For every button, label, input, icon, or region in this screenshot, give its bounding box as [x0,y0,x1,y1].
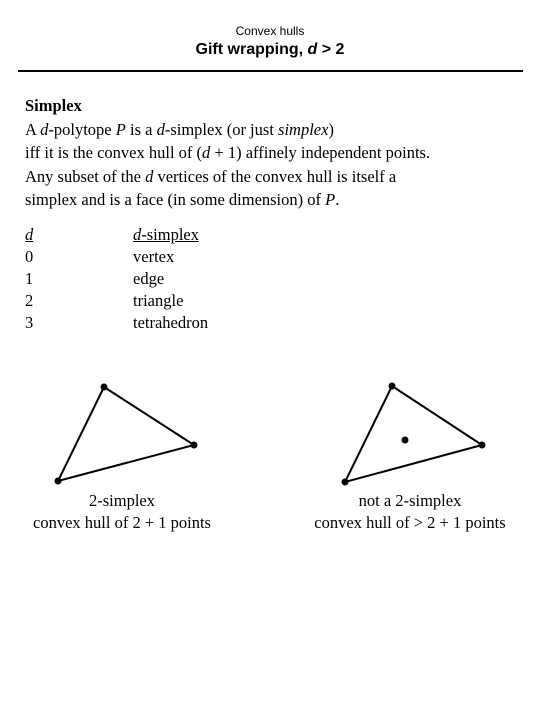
simplex-name-cell: tetrahedron [133,313,209,332]
title-suffix: > 2 [317,41,345,58]
definition-line-2: iff it is the convex hull of (d + 1) affinely independent points. [25,143,431,162]
simplex-name-cell: triangle [133,291,184,310]
slide-title [0,41,540,59]
interior-point [402,437,409,444]
vertex-point [342,479,349,486]
simplex-name-cell: vertex [133,247,175,266]
simplex-name-cell: edge [133,269,165,288]
dimension-cell: 1 [25,269,34,288]
simplex-name-header: d-simplex [133,225,199,244]
caption-line-2: convex hull of > 2 + 1 points [314,513,506,532]
definition-line-1: A d-polytope P is a d-simplex (or just simplex) [25,119,334,139]
dimension-column [25,224,33,334]
caption-line-2: convex hull of 2 + 1 points [33,513,211,532]
dimension-cell: 3 [25,313,34,332]
vertex-point [479,442,486,449]
simplex-definition [25,94,525,212]
simplex-triangle [55,384,198,485]
right-figure-caption [300,490,520,534]
non-simplex-triangle [342,383,486,486]
vertex-point [55,478,62,485]
section-heading: Simplex [25,96,82,115]
title-prefix: Gift wrapping, [195,41,308,58]
title-var: d [307,41,318,58]
title-rule [18,70,523,72]
non-simplex-outline [345,386,482,482]
simplex-name-column [133,224,208,334]
vertex-point [101,384,108,391]
definition-line-4: simplex and is a face (in some dimension) of P. [25,190,340,209]
vertex-point [389,383,396,390]
definition-line-3: Any subset of the d vertices of the convex hull is itself a [25,166,397,186]
dimension-header: d [25,225,34,244]
triangle-figures [0,370,540,490]
dimension-cell: 2 [25,291,34,310]
dimension-cell: 0 [25,247,34,266]
caption-line-1: 2-simplex [89,491,155,510]
vertex-point [191,442,198,449]
slide-topic: Convex hulls [235,24,305,38]
simplex-outline [58,387,194,481]
caption-line-1: not a 2-simplex [358,491,462,510]
left-figure-caption [22,490,222,534]
